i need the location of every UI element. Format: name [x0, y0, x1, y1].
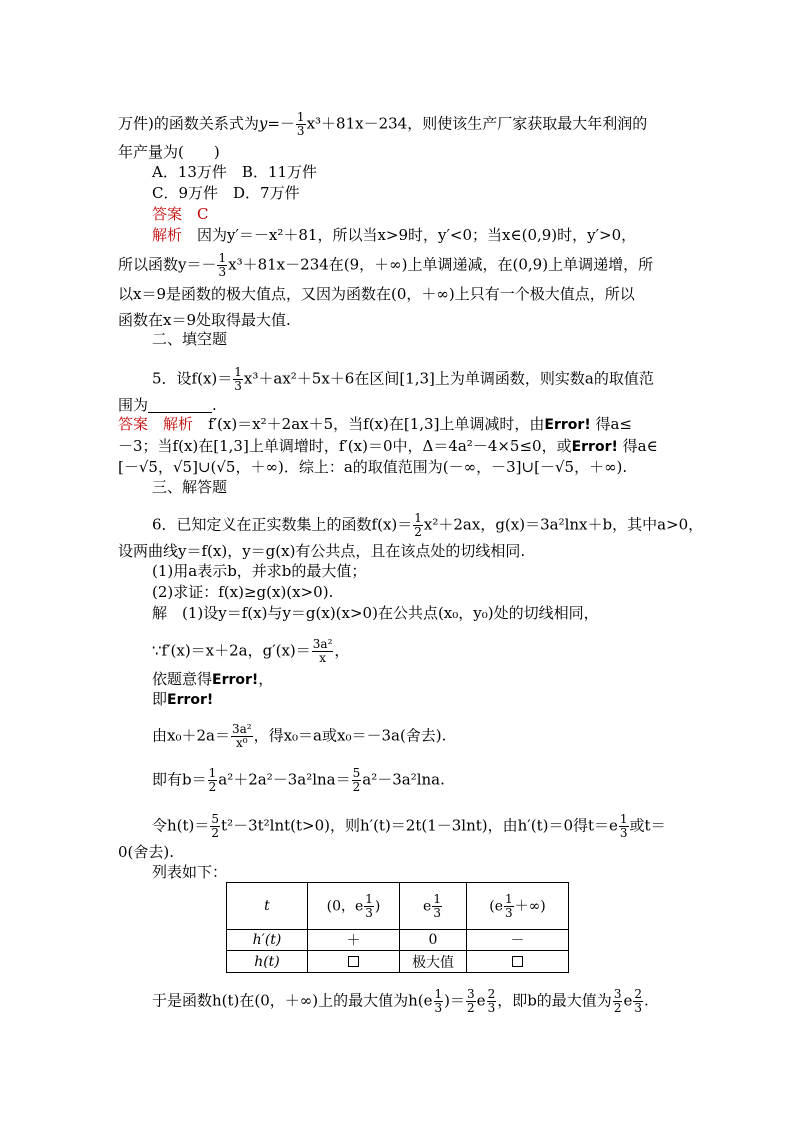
- table-header-t: t: [227, 883, 308, 930]
- p4-analysis-line1: 解析 因为y′＝－x²＋81，所以当x>9时，y′<0；当x∈(0,9)时，y′>0，: [152, 226, 637, 244]
- p4-analysis-line2: 所以函数y＝－ $\frac{1}{3}$ x³＋81x－234在(9，＋∞)上单调递减，在(0,9)上单调递增，所: [118, 251, 654, 279]
- fraction: $\frac{3}{2}$: [467, 987, 475, 1015]
- p6-line1: 6．已知定义在正实数集上的函数f(x)＝ $\frac{1}{2}$ x²＋2ax，g(x)＝3a²lnx＋b，其中a>0，: [152, 511, 704, 539]
- p6-sol-line3: 依题意得Error!，: [152, 670, 274, 688]
- fraction: $\frac{2}{3}$: [487, 987, 496, 1015]
- p6-sol-line6: 即有b＝ $\frac{1}{2}$ a²＋2a²－3a²lna＝ $\frac{5}{2}$ a²－3a²lna.: [152, 766, 445, 794]
- p4-analysis-line3: 以x＝9是函数的极大值点，又因为函数在(0，＋∞)上只有一个极大值点，所以: [118, 285, 635, 303]
- table-cell: －: [467, 930, 569, 951]
- p6-sol-line8: 0(舍去).: [118, 843, 175, 861]
- fraction: $\frac{1}{2}$: [414, 511, 422, 539]
- fraction: $\frac{1}{3}$: [296, 110, 305, 138]
- table-row-function-label: h(t): [227, 951, 308, 973]
- p6-sol-line2: ∵f′(x)＝x＋2a，g′(x)＝ $\frac{\text{3a²}}{x}$ ，: [152, 637, 350, 665]
- fraction: $\frac{\text{3a²}}{x}$: [312, 637, 333, 665]
- table-cell: 极大值: [400, 951, 467, 973]
- p4-options-cd: C．9万件 D．7万件: [152, 184, 300, 202]
- table-cell: 0: [400, 930, 467, 951]
- p5-analysis-line3: [－√5，√5]∪(√5，＋∞)．综上：a的取值范围为(－∞，－3]∪[－√5，＋∞).: [118, 458, 628, 476]
- fraction: $\frac{2}{3}$: [634, 987, 642, 1015]
- p6-q1: (1)用a表示b，并求b的最大值；: [152, 562, 367, 580]
- fraction: $\frac{1}{3}$: [218, 251, 227, 279]
- fraction: $\frac{1}{2}$: [208, 766, 217, 794]
- decreasing-arrow-placeholder-icon: [512, 956, 523, 967]
- p4-line1: 万件)的函数关系式为y=－ $\frac{1}{3}$ x³＋81x－234，则使该生产厂家获取最大年利润的: [118, 110, 648, 138]
- monotonicity-table: [226, 882, 569, 973]
- table-header-interval2: (e $\frac{1}{3}$ ＋∞): [467, 883, 569, 930]
- p6-sol-line9: 列表如下：: [152, 863, 228, 881]
- p5-line1: 5．设f(x)＝ $\frac{1}{3}$ x³＋ax²＋5x＋6在区间[1,3]上为单调函数，则实数a的取值范: [152, 365, 654, 393]
- increasing-arrow-placeholder-icon: [348, 956, 359, 967]
- p5-line2: 围为 .: [118, 396, 217, 414]
- p5-analysis-line1: 答案 解析 f′(x)＝x²＋2ax＋5，当f(x)在[1,3]上单调减时，由Error! 得a≤: [118, 415, 632, 433]
- table-header-point: e $\frac{1}{3}$: [400, 883, 467, 930]
- p4-options-ab: A．13万件 B．11万件: [152, 163, 318, 181]
- fraction: $\frac{5}{2}$: [352, 766, 361, 794]
- p6-sol-line4: 即Error!: [152, 690, 214, 708]
- p4-analysis-line4: 函数在x＝9处取得最大值.: [118, 311, 291, 329]
- fraction: $\frac{1}{3}$: [619, 812, 628, 840]
- fraction: $\frac{\text{3a²}}{\text{x⁰}}$: [231, 722, 252, 750]
- p6-q2: (2)求证：f(x)≥g(x)(x>0).: [152, 583, 334, 601]
- section-title-fill-blank: 二、填空题: [152, 330, 228, 348]
- p4-line2: 年产量为( ): [118, 143, 220, 161]
- table-row-derivative-label: h′(t): [227, 930, 308, 951]
- table-header-interval1: (0，e $\frac{1}{3}$ ): [308, 883, 400, 930]
- fraction: $\frac{1}{3}$: [434, 987, 443, 1015]
- table-cell: [308, 951, 400, 973]
- p6-line2: 设两曲线y＝f(x)，y＝g(x)有公共点，且在该点处的切线相同.: [118, 542, 526, 560]
- answer-blank: [148, 398, 212, 413]
- section-title-solution: 三、解答题: [152, 478, 228, 496]
- fraction: $\frac{5}{2}$: [211, 812, 220, 840]
- p6-sol-line5: 由x₀＋2a＝ $\frac{\text{3a²}}{\text{x⁰}}$ ，得x₀＝a或x₀＝－3a(舍去).: [152, 722, 447, 750]
- table-cell: ＋: [308, 930, 400, 951]
- p6-sol-line7: 令h(t)＝ $\frac{5}{2}$ t²－3t²lnt(t>0)，则h′(t)＝2t(1－3lnt)，由h′(t)＝0得t＝e $\frac{1}{3}$ 或t＝: [152, 812, 666, 840]
- p5-analysis-line2: －3；当f(x)在[1,3]上单调增时，f′(x)＝0中，Δ＝4a²－4×5≤0，或Error! 得a∈: [118, 437, 658, 455]
- fraction: $\frac{1}{3}$: [234, 365, 242, 393]
- p4-answer: 答案 C: [152, 205, 209, 223]
- fraction: $\frac{3}{2}$: [613, 987, 622, 1015]
- p6-conclusion: 于是函数h(t)在(0，＋∞)上的最大值为h(e $\frac{1}{3}$ )＝ $\frac{3}{2}$ e $\frac{2}{3}$ ，即b的最大值为 $\frac{3}{2}$ e $\frac{2}{3}$ .: [152, 987, 649, 1015]
- table-cell: [467, 951, 569, 973]
- p6-sol-line1: 解 (1)设y＝f(x)与y＝g(x)(x>0)在公共点(x₀，y₀)处的切线相同，: [152, 604, 599, 622]
